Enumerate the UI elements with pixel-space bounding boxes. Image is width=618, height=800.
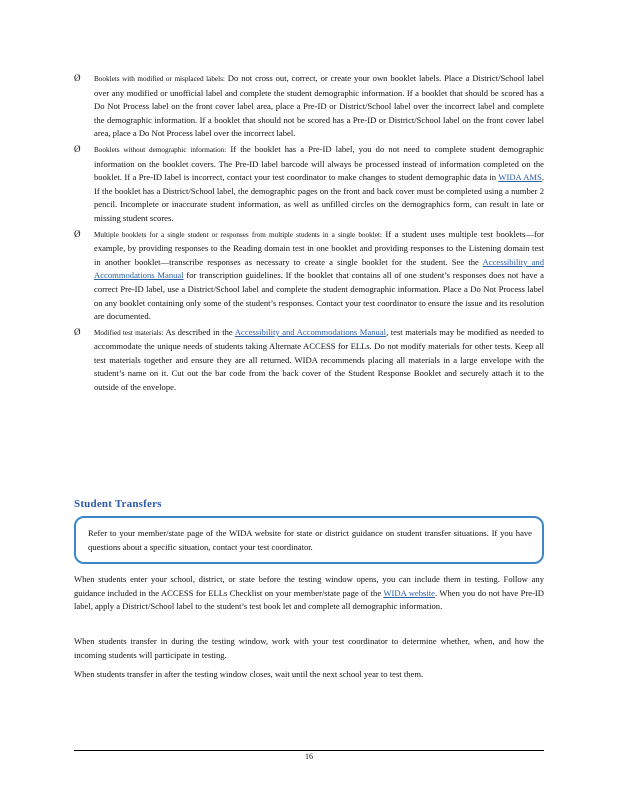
bullet-item (74, 228, 544, 324)
bullet-body: As described in the (163, 326, 235, 337)
bullet-list (74, 72, 544, 397)
bullet-body: If a student uses multiple test booklets—for example, by providing responses to the Reading domain test in one booklet and providing responses to the Listening domain test in another booklet—transcribe responses as necessary to create a single booklet for the student. See the (94, 228, 544, 267)
bullet-item (74, 72, 544, 141)
bullet-text (94, 228, 544, 324)
bullet-body: Do not cross out, correct, or create your own booklet labels. Place a District/School label over any modified or unofficial label and complete the student demographic information. If a booklet that should be scored has a Do Not Process label on the front cover label area, place a Pre-ID or District/School label over the incorrect label and complete the demographic information. If a booklet that should not be scored has a Pre-ID or District/School label on the front cover label area, place a Do Not Process label over the incorrect label. (94, 73, 544, 139)
paragraph-text: When students enter your school, district, or state before the testing window opens, you can include them in testing. Follow any guidance included in the ACCESS for ELLs Checklist on your member/state page of the (74, 574, 544, 598)
paragraph (74, 668, 544, 682)
paragraph-text: When students transfer in after the testing window closes, wait until the next school year to test them. (74, 669, 424, 679)
bullet-body: If the booklet has a Pre-ID label, you do not need to complete student demographic information on the booklet covers. The Pre-ID label barcode will always be processed instead of information completed on the booklet. If a Pre-ID label is incorrect, contact your test coordinator to make changes to student demographic data in (94, 143, 544, 183)
bullet-text (94, 143, 544, 226)
paragraph-text: . When you do not have Pre-ID label, apply a District/School label to the student’s test book let and complete all demographic information. (74, 587, 545, 612)
bullet-marker: Ø (74, 326, 81, 337)
bullet-item (74, 326, 544, 395)
footer-divider (74, 750, 544, 751)
paragraph (74, 635, 544, 662)
wida-ams-link[interactable]: WIDA AMS (498, 172, 542, 183)
bullet-lead: Multiple booklets for a single student or responses from multiple students in a single booklet: (94, 230, 382, 239)
paragraph (74, 573, 544, 614)
wida-website-link[interactable]: WIDA website (383, 587, 435, 598)
page-number: 16 (305, 752, 313, 761)
bullet-item (74, 143, 544, 226)
bullet-text (94, 72, 544, 141)
bullet-body: , test materials may be modified as needed to accommodate the unique needs of students taking Alternate ACCESS for ELLs. Do not modify materials for other tests. Keep all test materials together and ensure they are all returned. WIDA recommends placing all materials in a large envelope with the student’s name on it. Cut out the bar code from the back cover of the Student Response Booklet and securely attach it to the outside of the envelope. (94, 326, 544, 393)
paragraph-text: When students transfer in during the testing window, work with your test coordinator to determine whether, when, and how the incoming students will participate in testing. (74, 636, 544, 660)
bullet-lead: Booklets without demographic information: (94, 145, 227, 154)
bullet-lead: Modified test materials: (94, 328, 164, 337)
bullet-body: for transcription guidelines. If the booklet that contains all of one student’s responses does not have a correct Pre-ID label, use a District/School label and complete the student demographic information. Place a Do Not Process label on any booklet containing only some of the student’s responses. Contact your test coordinator to ensure the issue and its resolution are documented. (94, 270, 544, 322)
bullet-lead: Booklets with modified or misplaced labels: (94, 75, 225, 83)
accommodations-manual-link[interactable]: Accessibility and Accommodations Manual (94, 256, 544, 281)
bullet-marker: Ø (74, 228, 81, 239)
accommodations-manual-link[interactable]: Accessibility and Accommodations Manual (234, 326, 387, 337)
callout-box (74, 516, 544, 564)
bullet-body: . If the booklet has a District/School label, the demographic pages on the front and back cover must be completed using a number 2 pencil. Incomplete or inaccurate student information, as well as unfilled circles on the demographics form, can result in late or missing student scores. (94, 172, 544, 223)
bullet-marker: Ø (74, 73, 81, 83)
bullet-marker: Ø (74, 143, 81, 154)
section-heading: Student Transfers (74, 498, 162, 510)
callout-text: Refer to your member/state page of the WIDA website for state or district guidance on student transfer situations. If you have questions about a specific situation, contact your test coordinator. (88, 528, 532, 552)
bullet-text (94, 326, 544, 395)
